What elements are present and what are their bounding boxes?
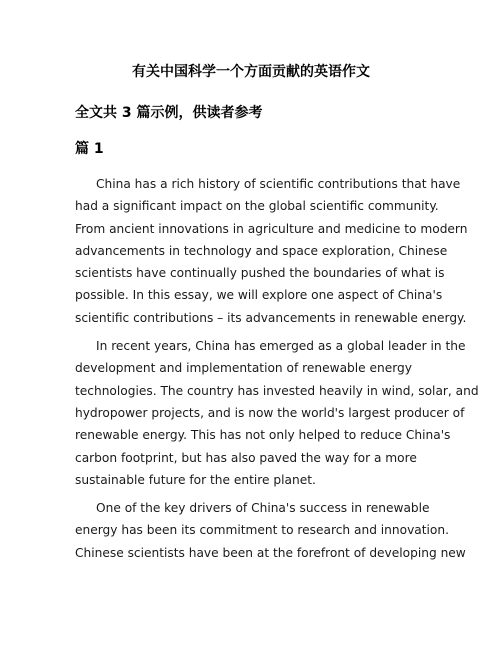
paragraph-line: hydropower projects, and is now the world's largest producer of [75,405,465,420]
paragraph-line: In recent years, China has emerged as a global leader in the [96,339,466,354]
paragraph-line: sustainable future for the entire planet. [75,472,316,487]
document-title: 有关中国科学一个方面贡献的英语作文 [132,64,370,80]
section-heading: 篇 1 [75,141,104,157]
paragraph-line: China has a rich history of scientific contributions that have [96,177,461,191]
paragraph-3 [75,497,466,564]
paragraph-line: One of the key drivers of China's success in renewable [96,501,430,516]
paragraph-line: renewable energy. This has not only helped to reduce China's [75,428,451,443]
paragraph-line: Chinese scientists have been at the forefront of developing new [75,545,466,560]
document-body [75,173,479,570]
paragraph-line: scientists have continually pushed the boundaries of what is [75,266,445,281]
paragraph-line: energy has been its commitment to research and innovation. [75,523,449,538]
paragraph-2 [75,335,479,491]
paragraph-line: development and implementation of renewable energy [75,361,412,376]
document-subtitle: 全文共 3 篇示例，供读者参考 [75,105,263,121]
paragraph-line: scientific contributions – its advancements in renewable energy. [75,310,467,325]
paragraph-line: From ancient innovations in agriculture and medicine to modern [75,221,468,236]
paragraph-line: possible. In this essay, we will explore one aspect of China's [75,288,443,303]
paragraph-line: advancements in technology and space exploration, Chinese [75,243,448,258]
paragraph-1 [75,173,468,329]
paragraph-line: had a significant impact on the global scientific community. [75,199,439,214]
paragraph-line: carbon footprint, but has also paved the way for a more [75,450,417,465]
paragraph-line: technologies. The country has invested heavily in wind, solar, and [75,383,479,398]
